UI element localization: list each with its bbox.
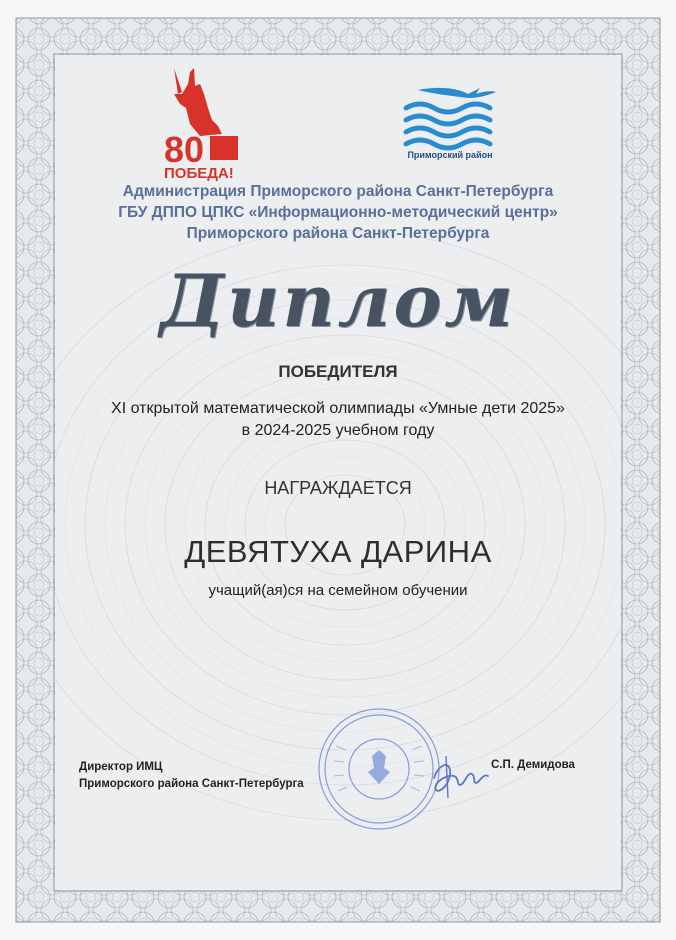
handwritten-signature bbox=[428, 748, 492, 800]
victory-80-logo bbox=[160, 64, 242, 182]
signatory-position-line-1: Директор ИМЦ bbox=[79, 761, 163, 773]
header-line-1: Администрация Приморского района Санкт-Петербурга bbox=[122, 183, 554, 200]
victory-word: ПОБЕДА! bbox=[164, 165, 234, 182]
header-line-3: Приморского района Санкт-Петербурга bbox=[186, 225, 490, 242]
district-caption: Приморский район bbox=[407, 150, 493, 160]
signatory-position-line-2: Приморского района Санкт-Петербурга bbox=[79, 778, 304, 790]
diploma-title: Диплом bbox=[160, 258, 516, 343]
primorsky-district-logo bbox=[398, 84, 502, 174]
awarded-label: НАГРАЖДАЕТСЯ bbox=[264, 478, 412, 498]
event-line-1: XI открытой математической олимпиады «Умные дети 2025» bbox=[111, 400, 565, 417]
signatory-position bbox=[79, 759, 304, 793]
recipient-name: ДЕВЯТУХА ДАРИНА bbox=[184, 534, 492, 569]
victory-number: 80 bbox=[164, 129, 205, 170]
official-stamp bbox=[316, 706, 442, 832]
signatory-name: С.П. Демидова bbox=[491, 759, 575, 771]
diploma-subtitle: ПОБЕДИТЕЛЯ bbox=[278, 362, 398, 381]
recipient-status: учащий(ая)ся на семейном обучении bbox=[208, 582, 468, 599]
header-line-2: ГБУ ДППО ЦПКС «Информационно-методический центр» bbox=[118, 204, 558, 221]
event-line-2: в 2024-2025 учебном году bbox=[241, 422, 435, 439]
